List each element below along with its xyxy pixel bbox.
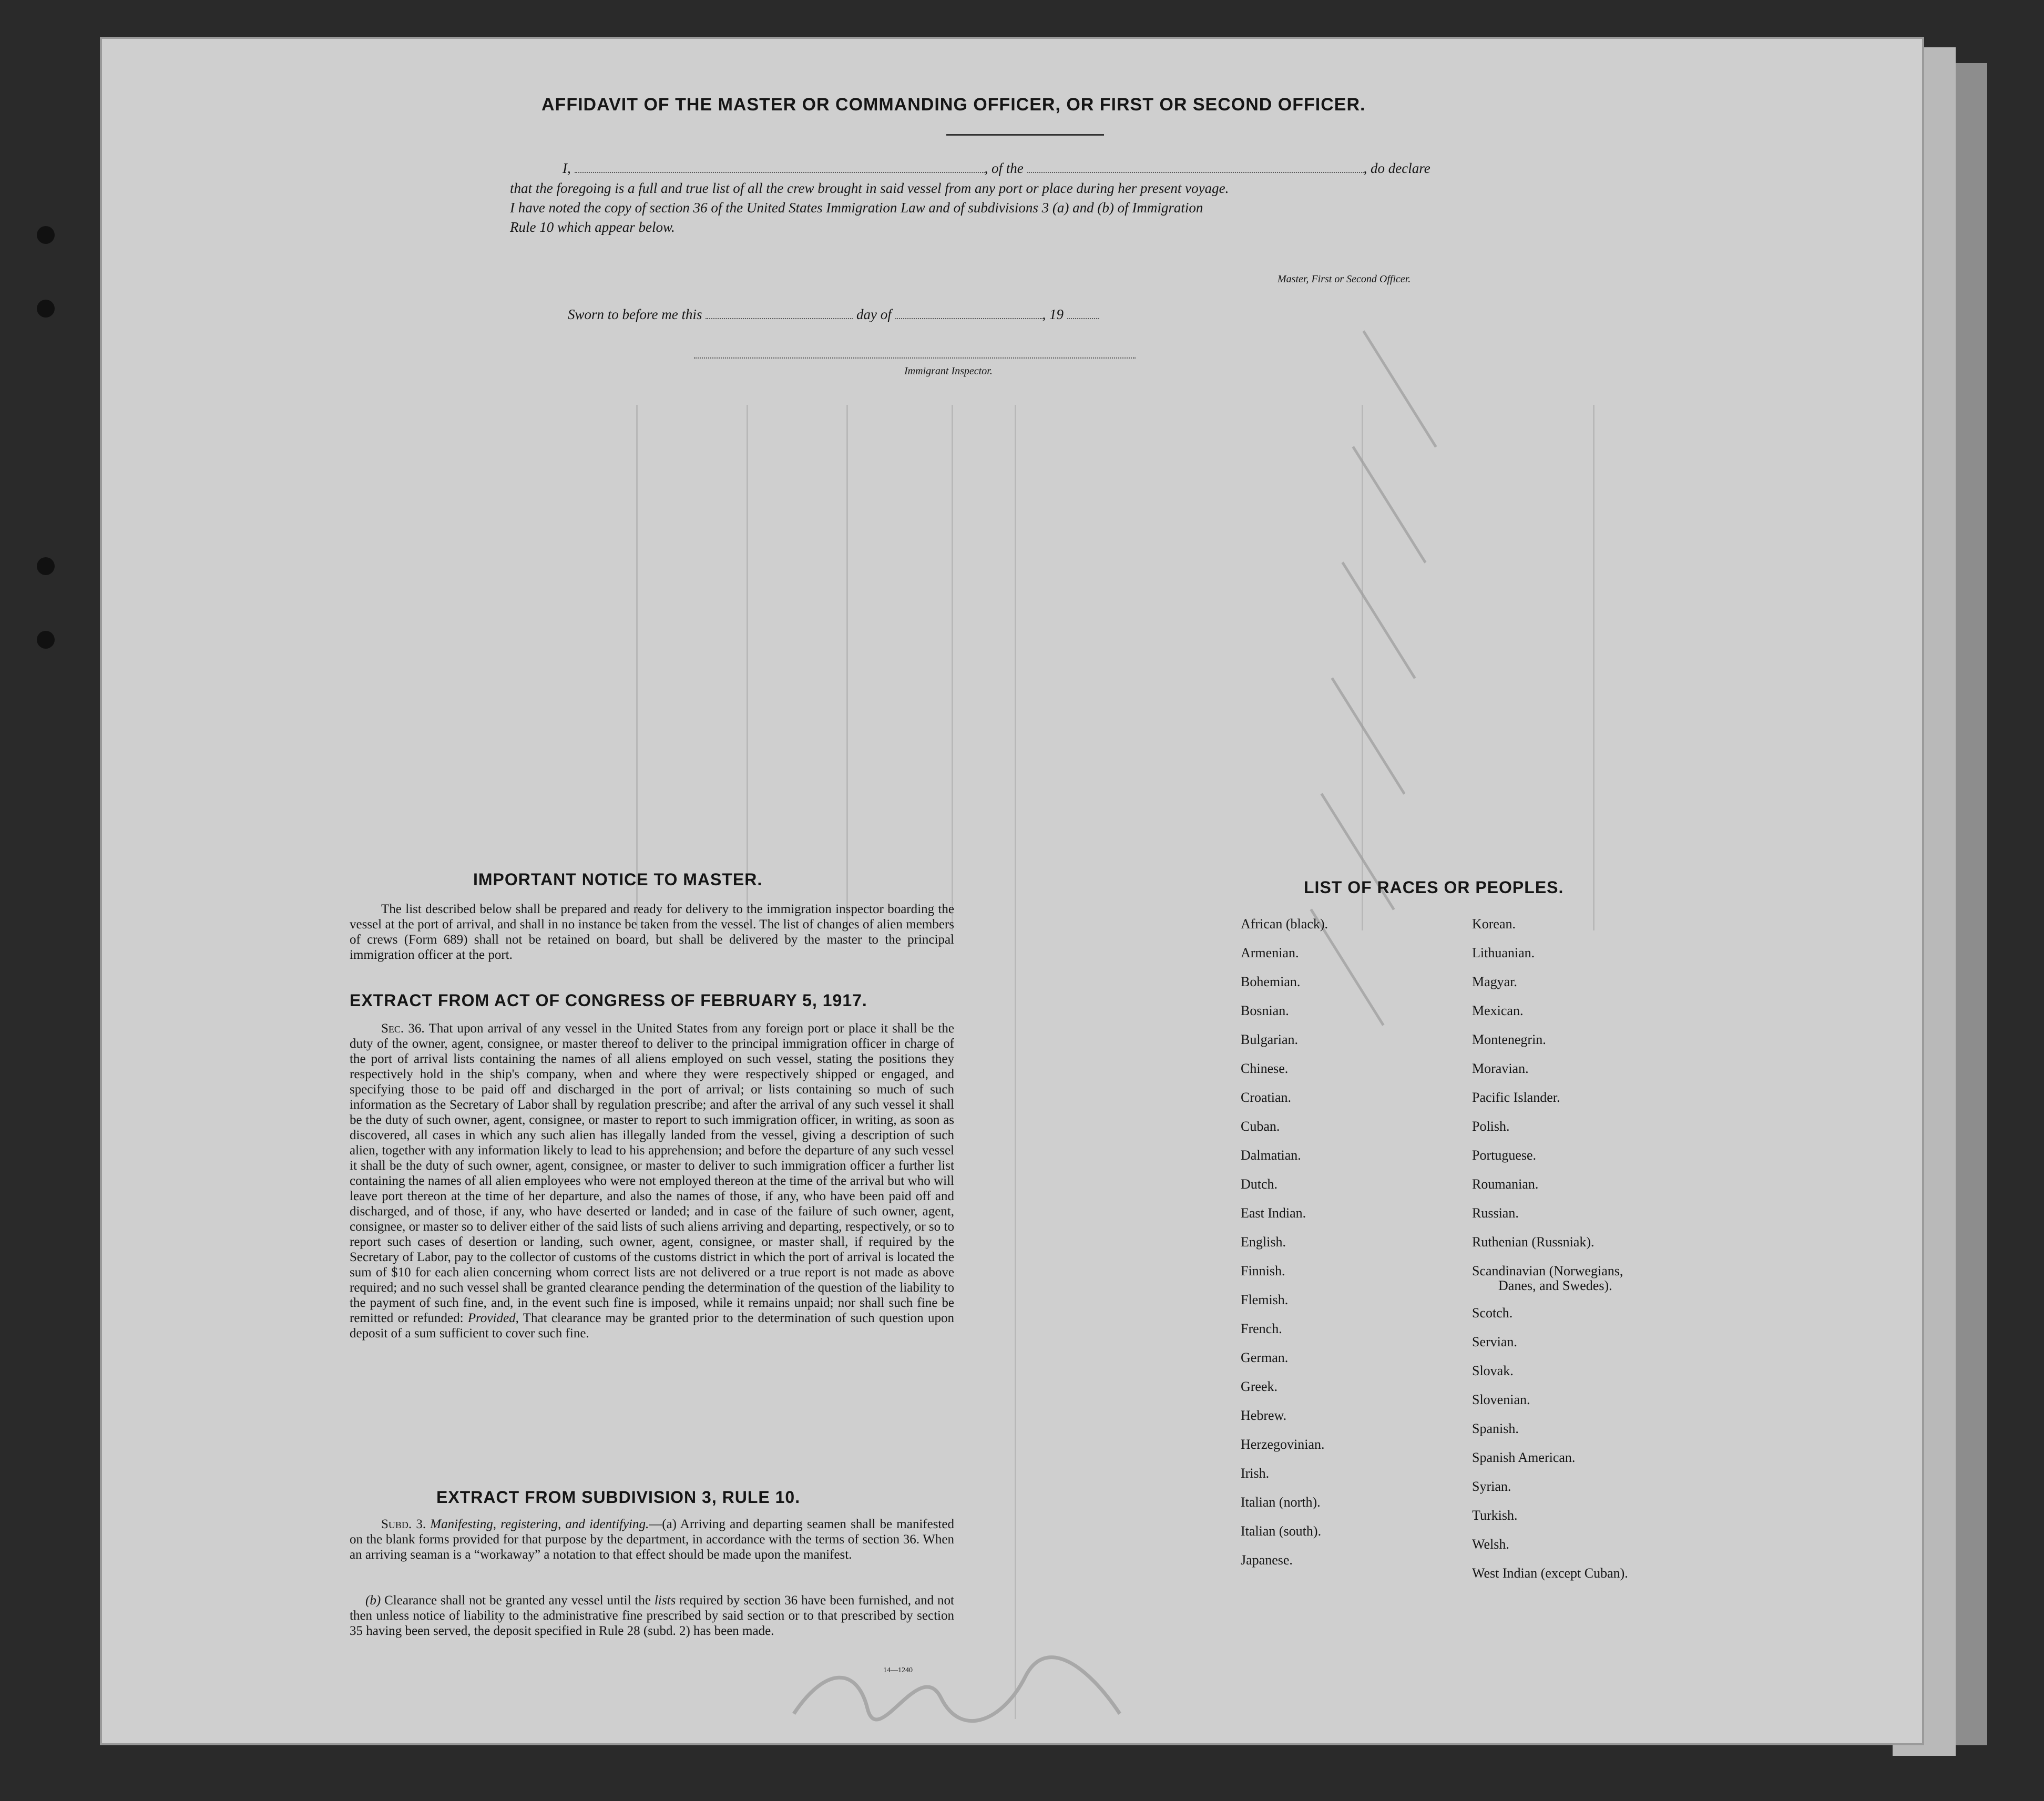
race-item: Italian (south). xyxy=(1241,1523,1322,1539)
race-item: Finnish. xyxy=(1241,1263,1285,1278)
rule-b-lists: lists xyxy=(654,1593,676,1608)
race-item: Dutch. xyxy=(1241,1176,1278,1192)
race-item: Slovenian. xyxy=(1472,1392,1530,1407)
race-item: Bosnian. xyxy=(1241,1003,1289,1018)
sworn-month-field[interactable] xyxy=(895,318,1043,319)
race-item: Scandinavian (Norwegians, xyxy=(1472,1263,1623,1278)
race-item: Welsh. xyxy=(1472,1537,1509,1552)
race-item: Italian (north). xyxy=(1241,1495,1321,1510)
section-label: Sec. 36. xyxy=(381,1021,425,1036)
race-item: Lithuanian. xyxy=(1472,945,1535,960)
bleed-through-line xyxy=(1015,405,1016,1719)
race-item: East Indian. xyxy=(1241,1205,1306,1221)
race-item: Danes, and Swedes). xyxy=(1498,1278,1612,1293)
notice-text: The list described below shall be prepared and ready for delivery to the immigration inspector boarding the vessel at the port of arrival, and shall in no instance be taken from the vessel. The list of changes of alien members of crews (Form 689) shall not be retained on board, but shall be delivered by the master to the principal immigration officer at the port. xyxy=(350,902,954,962)
affidavit-declare: , do declare xyxy=(1363,160,1430,176)
race-item: Bohemian. xyxy=(1241,974,1301,989)
race-item: Hebrew. xyxy=(1241,1408,1287,1423)
rule-b-post: required by section 36 have been furnished, and not then unless notice of liability to the administrative fine prescribed by said section or to that prescribed by section 35 having been served, the deposit specified in Rule 28 (subd. 2) has been made. xyxy=(350,1593,954,1638)
race-item: Syrian. xyxy=(1472,1479,1511,1494)
rule-para-a xyxy=(350,1517,954,1562)
inspector-signature-line[interactable] xyxy=(694,357,1136,359)
race-item: Roumanian. xyxy=(1472,1176,1539,1192)
rule-b-pre: Clearance shall not be granted any vessel until the xyxy=(384,1593,651,1608)
race-item: Greek. xyxy=(1241,1379,1278,1394)
inspector-label: Immigrant Inspector. xyxy=(904,365,993,377)
race-item: Croatian. xyxy=(1241,1090,1292,1105)
affidavit-line1 xyxy=(563,159,1624,178)
sworn-label: Sworn to before me this xyxy=(568,306,702,322)
race-item: Dalmatian. xyxy=(1241,1148,1301,1163)
subd-title: Manifesting, registering, and identifying. xyxy=(430,1517,649,1531)
binder-hole xyxy=(37,631,55,649)
affidavit-line3: I have noted the copy of section 36 of the United States Immigration Law and of subdivisions 3 (a) and (b) of Immigration xyxy=(510,200,1203,216)
extract-act-heading: EXTRACT FROM ACT OF CONGRESS OF FEBRUARY 5, 1917. xyxy=(350,991,867,1010)
faint-signature-graphic xyxy=(783,1635,1151,1740)
bleed-through-line xyxy=(952,405,953,930)
rule-b-label: (b) xyxy=(365,1593,381,1608)
affidavit-title: AFFIDAVIT OF THE MASTER OR COMMANDING OFFICER, OR FIRST OR SECOND OFFICER. xyxy=(541,95,1366,115)
vessel-name-field[interactable] xyxy=(1027,172,1364,173)
master-signature-label: Master, First or Second Officer. xyxy=(1278,273,1411,285)
race-item: Russian. xyxy=(1472,1205,1519,1221)
sworn-line xyxy=(568,305,1099,324)
race-item: Turkish. xyxy=(1472,1508,1518,1523)
race-item: Armenian. xyxy=(1241,945,1299,960)
bleed-through-line xyxy=(846,405,848,930)
race-item: Portuguese. xyxy=(1472,1148,1537,1163)
document-page xyxy=(100,37,1924,1745)
proviso-text: That clearance may be granted prior to the determination of such question upon deposit of a sum sufficient to cover such fine. xyxy=(350,1311,954,1340)
affidavit-of-the: , of the xyxy=(984,160,1024,176)
bleed-through-line xyxy=(747,405,748,930)
sworn-day-field[interactable] xyxy=(706,318,853,319)
race-item: Japanese. xyxy=(1241,1552,1293,1568)
affidavit-line2: that the foregoing is a full and true list of all the crew brought in said vessel from any port or place during her present voyage. xyxy=(510,180,1229,196)
race-item: Moravian. xyxy=(1472,1061,1529,1076)
race-item: Irish. xyxy=(1241,1466,1270,1481)
race-item: Bulgarian. xyxy=(1241,1032,1299,1047)
officer-name-field[interactable] xyxy=(575,172,985,173)
rule-a-text: —(a) Arriving and departing seamen shall be manifested on the blank forms provided for that purpose by the department, in accordance with the terms of section 36. When an arriving seaman is a “workaway” a notation to that effect should be made upon the manifest. xyxy=(350,1517,954,1562)
race-item: English. xyxy=(1241,1234,1286,1250)
races-list-left xyxy=(1241,909,1462,1574)
section-36-text: That upon arrival of any vessel in the United States from any foreign port or place it shall be the duty of the owner, agent, consignee, or master thereof to deliver to the principal immigration officer in charge of the port of arrival lists containing the names of all aliens employed on such vessel, stating the positions they respectively hold in the ship's company, when and where they were respectively shipped or engaged, and specifying those to be paid off and discharged in the port of arrival; or lists containing so much of such information as the Secretary of Labor shall by regulation prescribe; and after the arrival of any such vessel it shall be the duty of such owner, agent, consignee, or master to report to such immigration officer, in writing, as soon as discovered, all cases in which any such alien has illegally landed from the vessel, giving a description of such alien, together with any information likely to lead to his apprehension; and before the departure of any such vessel it shall be the duty of such owner, agent, consignee, or master to deliver to such immigration officer a further list containing the names of all alien employees who were not employed thereon at the time of the arrival but who will leave port thereon at the time of her departure, and also the names of those, if any, who have been paid off and discharged, and of those, if any, who have deserted or landed; and in case of the failure of such owner, agent, consignee, or master so to deliver either of the said lists of such aliens arriving and departing, respectively, or so to report such cases of desertion or landing, such owner, agent, consignee, or master shall, if required by the Secretary of Labor, pay to the collector of customs of the customs district in which the port of arrival is located the sum of $10 for each alien concerning whom correct lists are not delivered or a true report is not made as above required; and no such vessel shall be granted clearance pending the determination of the question of the liability to the payment of such fine, and, in the event such fine is imposed, while it remains unpaid; nor shall such fine be remitted or refunded: xyxy=(350,1021,954,1325)
notice-heading: IMPORTANT NOTICE TO MASTER. xyxy=(473,870,763,889)
race-item: Slovak. xyxy=(1472,1363,1514,1378)
race-item: German. xyxy=(1241,1350,1289,1365)
race-item: Montenegrin. xyxy=(1472,1032,1546,1047)
race-item: Chinese. xyxy=(1241,1061,1289,1076)
pencil-mark xyxy=(1362,330,1437,447)
bleed-through-line xyxy=(636,405,638,930)
race-item: Korean. xyxy=(1472,916,1516,932)
race-item: French. xyxy=(1241,1321,1282,1336)
race-item: Spanish American. xyxy=(1472,1450,1576,1465)
race-item: Herzegovinian. xyxy=(1241,1437,1325,1452)
race-item: Servian. xyxy=(1472,1334,1517,1349)
title-rule xyxy=(946,134,1104,136)
binder-hole xyxy=(37,226,55,244)
form-number: 14—1240 xyxy=(883,1666,913,1674)
bleed-through-line xyxy=(1593,405,1595,930)
race-item: Polish. xyxy=(1472,1119,1510,1134)
extract-rule-heading: EXTRACT FROM SUBDIVISION 3, RULE 10. xyxy=(436,1488,801,1507)
race-item: Spanish. xyxy=(1472,1421,1519,1436)
subd-label: Subd. 3. xyxy=(381,1517,426,1531)
race-item: African (black). xyxy=(1241,916,1328,932)
affidavit-line4: Rule 10 which appear below. xyxy=(510,219,675,235)
race-item: Magyar. xyxy=(1472,974,1517,989)
race-item: Flemish. xyxy=(1241,1292,1289,1307)
bleed-through-line xyxy=(1362,405,1363,930)
year-label: , 19 xyxy=(1042,306,1064,322)
binder-hole xyxy=(37,557,55,575)
races-heading: LIST OF RACES OR PEOPLES. xyxy=(1304,878,1564,897)
affidavit-i: I, xyxy=(563,160,571,176)
race-item: Pacific Islander. xyxy=(1472,1090,1560,1105)
binder-hole xyxy=(37,300,55,318)
day-of-label: day of xyxy=(856,306,892,322)
race-item: Ruthenian (Russniak). xyxy=(1472,1234,1595,1250)
proviso-word: Provided, xyxy=(467,1311,519,1325)
race-item: West Indian (except Cuban). xyxy=(1472,1565,1628,1581)
race-item: Scotch. xyxy=(1472,1305,1513,1321)
pencil-mark xyxy=(1341,561,1416,679)
extract-act-text xyxy=(350,1021,954,1341)
race-item: Mexican. xyxy=(1472,1003,1524,1018)
pencil-mark xyxy=(1331,677,1405,794)
sworn-year-field[interactable] xyxy=(1067,318,1099,319)
race-item: Cuban. xyxy=(1241,1119,1280,1134)
rule-para-b xyxy=(350,1593,954,1639)
races-list-right xyxy=(1472,909,1745,1588)
